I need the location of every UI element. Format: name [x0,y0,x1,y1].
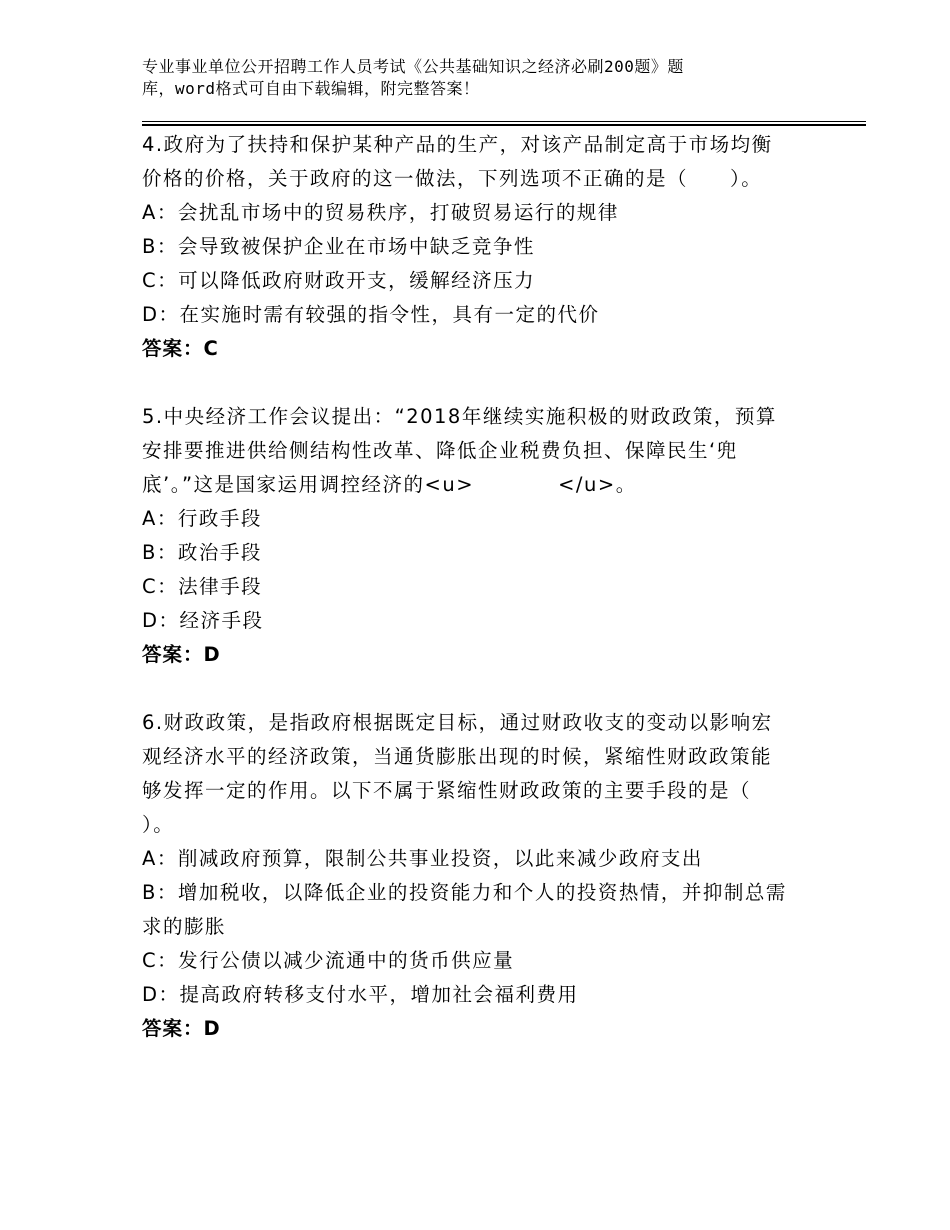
spacer [142,672,842,706]
question-stem-line: 安排要推进供给侧结构性改革、降低企业税费负担、保障民生‘兜 [142,439,738,462]
question-stem-line: 底’。”这是国家运用调控经济的<u> </u>。 [142,473,637,496]
option-b-continued: 求的膨胀 [142,915,227,938]
option-c: C：发行公债以减少流通中的货币供应量 [142,949,515,972]
header-line-2: 库，word格式可自由下载编辑，附完整答案！ [142,79,480,98]
option-b: B：会导致被保护企业在市场中缺乏竞争性 [142,235,535,258]
document-header [142,56,782,100]
option-d: D：提高政府转移支付水平，增加社会福利费用 [142,983,579,1006]
option-d: D：经济手段 [142,609,264,632]
question-4 [142,128,842,366]
question-list [142,128,842,1046]
question-5 [142,400,842,672]
question-stem-line: 价格的价格，关于政府的这一做法，下列选项不正确的是（ ）。 [142,167,763,190]
question-stem-line: 观经济水平的经济政策，当通货膨胀出现的时候，紧缩性财政政策能 [142,745,773,768]
option-a: A：会扰乱市场中的贸易秩序，打破贸易运行的规律 [142,201,619,224]
answer-label: 答案：D [142,1017,221,1040]
option-c: C：可以降低政府财政开支，缓解经济压力 [142,269,536,292]
question-stem-line: 5.中央经济工作会议提出：“2018年继续实施积极的财政政策，预算 [142,405,777,428]
option-b: B：政治手段 [142,541,262,564]
option-b: B：增加税收，以降低企业的投资能力和个人的投资热情，并抑制总需 [142,881,787,904]
header-rule-thin [142,121,866,122]
option-a: A：削减政府预算，限制公共事业投资，以此来减少政府支出 [142,847,703,870]
answer-label: 答案：D [142,643,221,666]
option-a: A：行政手段 [142,507,262,530]
question-stem-line: 够发挥一定的作用。以下不属于紧缩性财政政策的主要手段的是（ [142,779,752,802]
question-6 [142,706,842,1046]
option-d: D：在实施时需有较强的指令性，具有一定的代价 [142,303,600,326]
answer-label: 答案：C [142,337,219,360]
spacer [142,366,842,400]
header-line-1: 专业事业单位公开招聘工作人员考试《公共基础知识之经济必刷200题》题 [142,57,684,76]
question-stem-line: 6.财政政策，是指政府根据既定目标，通过财政收支的变动以影响宏 [142,711,773,734]
question-stem-line: ）。 [142,813,175,836]
option-c: C：法律手段 [142,575,263,598]
header-rule-thick [142,124,866,126]
question-stem-line: 4.政府为了扶持和保护某种产品的生产，对该产品制定高于市场均衡 [142,133,773,156]
